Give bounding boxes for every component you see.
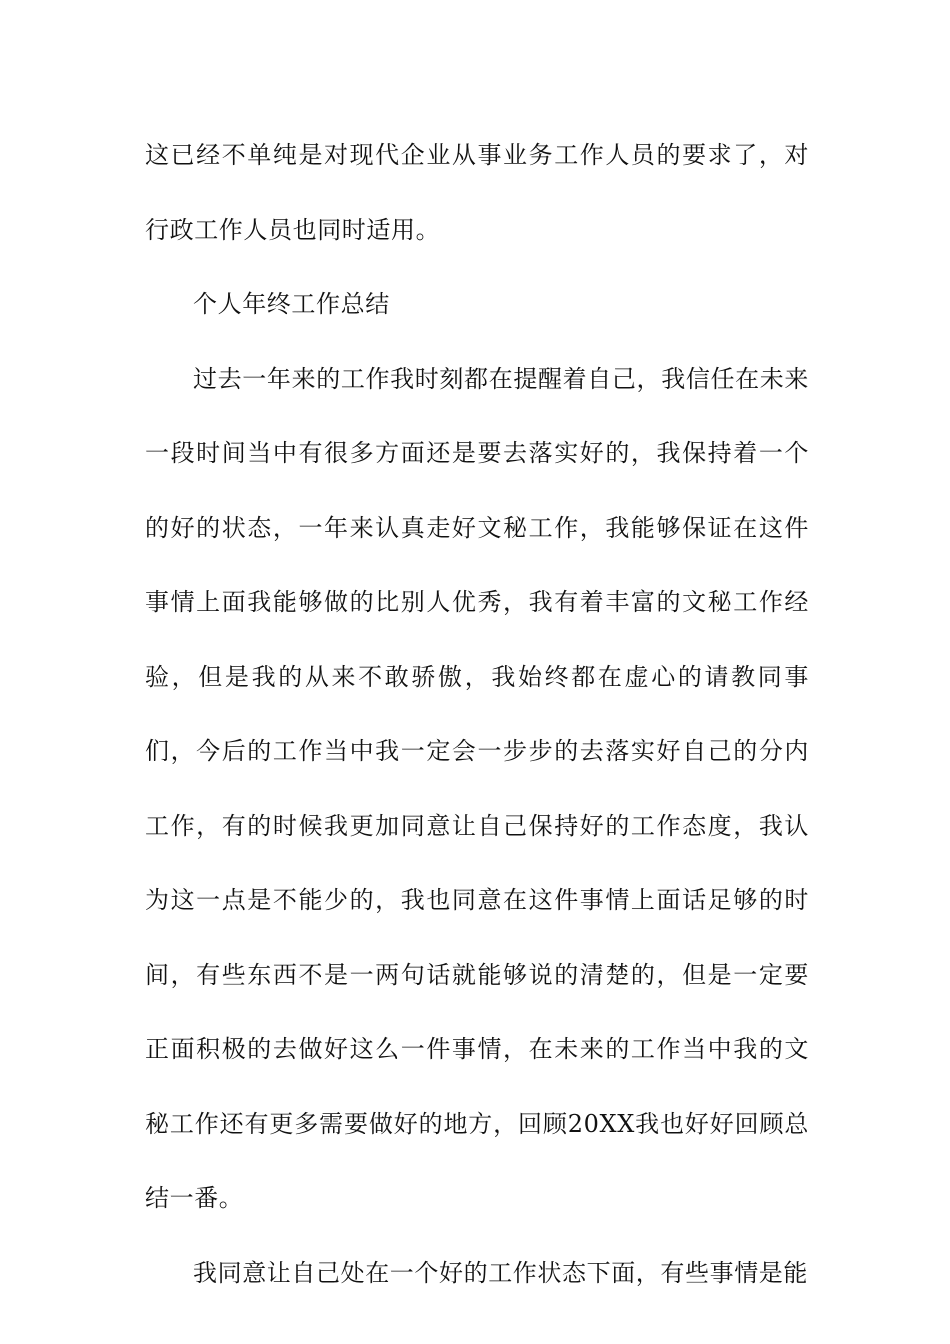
paragraph-continuation: 这已经不单纯是对现代企业从事业务工作人员的要求了，对行政工作人员也同时适用。 xyxy=(145,141,809,244)
paragraph-next: 我同意让自己处在一个好的工作状态下面，有些事情是能 xyxy=(193,1258,808,1287)
paragraph-main: 过去一年来的工作我时刻都在提醒着自己，我信任在未来一段时间当中有很多方面还是要去落实好的，我保持着一个的好的状态，一年来认真走好文秘工作，我能够保证在这件事情上面我能够做的比别人优秀，我有着丰富的文秘工作经验，但是我的从来不敢骄傲，我始终都在虚心的请教同事们，今后的工作当中我一定会一步步的去落实好自己的分内工作，有的时候我更加同意让自己保持好的工作态度，我认为这一点是不能少的，我也同意在这件事情上面话足够的时间，有些东西不是一两句话就能够说的清楚的，但是一定要正面积极的去做好这么一件事情，在未来的工作当中我的文秘工作还有更多需要做好的地方，回顾20XX我也好好回顾总结一番。 xyxy=(145,364,809,1212)
section-heading: 个人年终工作总结 xyxy=(193,290,390,318)
document-body xyxy=(145,118,809,1310)
